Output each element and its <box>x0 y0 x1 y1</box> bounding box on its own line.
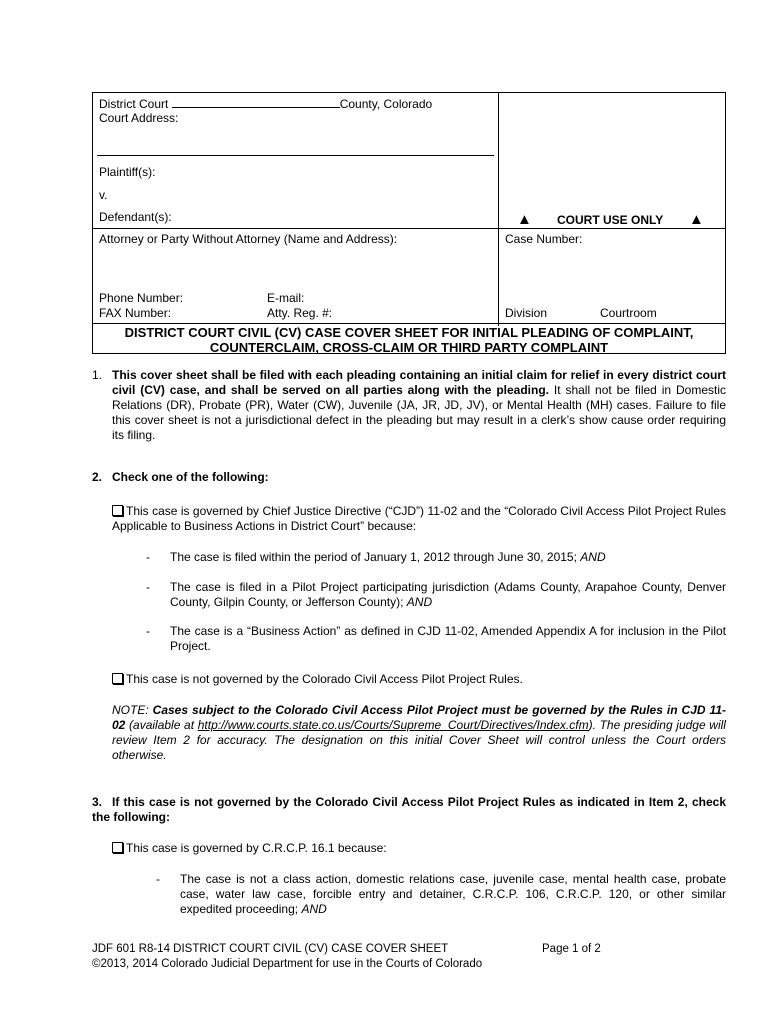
title-line-1: DISTRICT COURT CIVIL (CV) CASE COVER SHEET FOR INITIAL PLEADING OF COMPLAINT, <box>124 325 694 340</box>
court-address-label: Court Address: <box>99 111 179 125</box>
title-line-2: COUNTERCLAIM, CROSS-CLAIM OR THIRD PARTY COMPLAINT <box>209 340 609 355</box>
footer-copyright: ©2013, 2014 Colorado Judicial Department for use in the Courts of Colorado <box>92 958 483 970</box>
caption-rule-2 <box>93 323 725 324</box>
defendant-label: Defendant(s): <box>99 210 172 224</box>
district-court-line <box>99 96 432 112</box>
item2-option2 <box>112 672 726 687</box>
item3-option1 <box>112 841 726 856</box>
county-blank[interactable] <box>172 96 340 108</box>
checkbox-not-pilot-project[interactable] <box>112 673 123 684</box>
item2-note <box>112 703 726 763</box>
page-title <box>93 325 725 355</box>
dash: - <box>146 624 150 638</box>
item2-option1-text: This case is governed by Chief Justice Directive (“CJD”) 11-02 and the “Colorado Civil Access Pilot Project Rules Applicable to Business Actions in District Court” because: <box>112 504 726 533</box>
email-label: E-mail: <box>267 291 305 305</box>
fax-label: FAX Number: <box>99 306 172 320</box>
item2-option2-text: This case is not governed by the Colorado Civil Access Pilot Project Rules. <box>126 672 523 686</box>
bullet-text: The case is a “Business Action” as defined in CJD 11-02, Amended Appendix A for inclusion in the Pilot Project. <box>170 624 726 653</box>
address-line <box>97 155 494 156</box>
item1-number: 1. <box>92 368 103 382</box>
note-bold: Cases subject to the Colorado Civil Access Pilot Project must be governed by the Rules in CJD 11-02 <box>112 703 726 732</box>
court-use-only-label: COURT USE ONLY <box>557 213 664 227</box>
item3-option1-text: This case is governed by C.R.C.P. 16.1 because: <box>126 841 387 855</box>
dash: - <box>146 550 150 564</box>
district-court-label: District Court <box>99 97 169 111</box>
bullet-text: The case is filed in a Pilot Project participating jurisdiction (Adams County, Arapahoe County, Denver County, Gilpin County, or Jefferson County); <box>170 580 726 609</box>
dash: - <box>156 872 160 886</box>
note-available: (available at <box>129 718 195 732</box>
item2-heading: Check one of the following: <box>112 470 269 484</box>
caption-box <box>92 92 726 354</box>
attorney-label: Attorney or Party Without Attorney (Name and Address): <box>99 232 398 246</box>
plaintiff-label: Plaintiff(s): <box>99 165 156 179</box>
bullet-suffix: AND <box>406 595 433 609</box>
caption-rule-1 <box>93 228 725 229</box>
item1-plain-text: It shall not be filed in Domestic Relations (DR), Probate (PR), Water (CW), Juvenile (JA, JR, JD, JV), or Mental Health (MH) cases. Failure to file this cover sheet is not a jurisdictional defect in the pleading but may result in a clerk’s show cause order requiring its filing. <box>112 383 726 442</box>
checkbox-pilot-project[interactable] <box>112 505 123 516</box>
checkbox-crcp-16-1[interactable] <box>112 842 123 853</box>
court-use-only <box>517 212 532 228</box>
v-label: v. <box>99 188 108 202</box>
phone-label: Phone Number: <box>99 291 184 305</box>
county-label: County, Colorado <box>339 97 433 111</box>
item2-number: 2. <box>92 470 103 484</box>
note-url-link[interactable]: http://www.courts.state.co.us/Courts/Supreme_Court/Directives/Index.cfm <box>197 718 589 732</box>
item1-bold-text: This cover sheet shall be filed with each pleading containing an initial claim for relief in every district court civil (CV) case, and shall be served on all parties along with the pleading. <box>112 368 726 397</box>
note-label: NOTE: <box>112 703 149 717</box>
dash: - <box>146 580 150 594</box>
item1-text <box>112 368 726 443</box>
bullet-text: The case is not a class action, domestic relations case, juvenile case, mental health case, probate case, water law case, forcible entry and detainer, C.R.C.P. 106, C.R.C.P. 120, or other similar expedited proceeding; <box>180 872 726 916</box>
item2-option1 <box>112 504 726 534</box>
footer-form-id: JDF 601 R8-14 DISTRICT COURT CIVIL (CV) CASE COVER SHEET <box>92 943 449 955</box>
note-rest: ). The presiding judge will review Item 2 for accuracy. The designation on this initial Cover Sheet will control unless the Court orders otherwise. <box>112 718 726 762</box>
bullet-suffix: AND <box>301 902 327 916</box>
bullet-text: The case is filed within the period of January 1, 2012 through June 30, 2015; <box>170 550 577 564</box>
triangle-up-icon: ▲ <box>689 211 704 228</box>
atty-reg-label: Atty. Reg. #: <box>267 306 333 320</box>
division-label: Division <box>505 306 548 320</box>
item3-number: 3. <box>92 795 103 809</box>
courtroom-label: Courtroom <box>600 306 657 320</box>
triangle-up-icon: ▲ <box>517 211 532 228</box>
item3-heading: If this case is not governed by the Colorado Civil Access Pilot Project Rules as indicated in Item 2, check the following: <box>92 795 726 824</box>
case-number-label: Case Number: <box>505 232 583 246</box>
caption-divider <box>498 93 499 326</box>
footer-page-number: Page 1 of 2 <box>542 943 601 955</box>
bullet-suffix: AND <box>580 550 606 564</box>
